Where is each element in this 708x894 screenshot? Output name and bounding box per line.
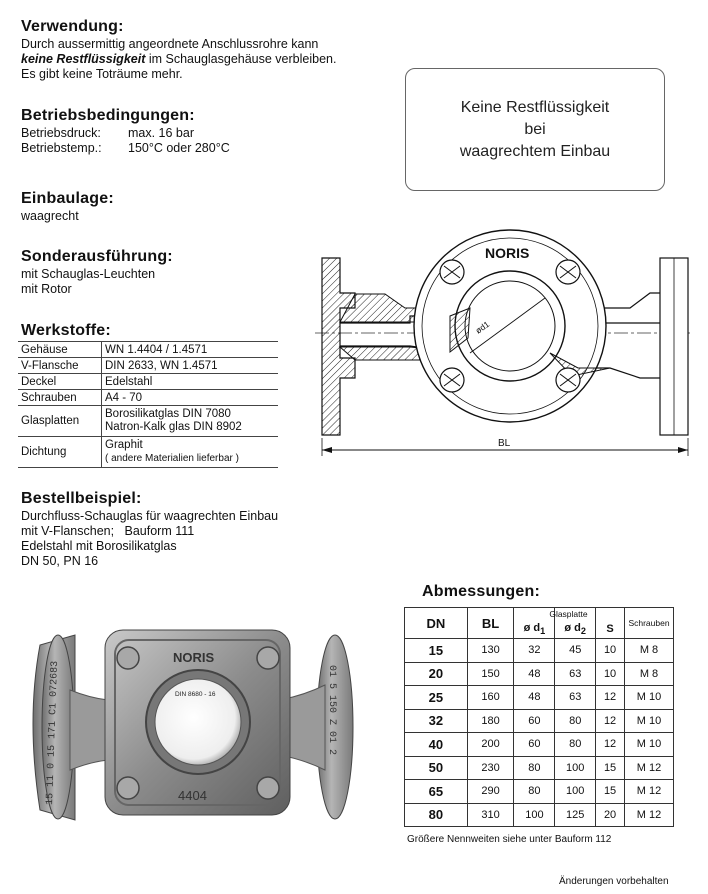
abmessungen-row (405, 780, 674, 804)
cell-d2: 63 (555, 662, 596, 686)
abmessungen-footnote: Größere Nennweiten siehe unter Bauform 112 (407, 834, 612, 845)
cell-d1: 100 (514, 803, 555, 827)
betrieb-key: Betriebsdruck: (21, 126, 101, 140)
cell-s: 12 (596, 686, 625, 710)
cell-schrauben: M 12 (625, 780, 674, 804)
cell-schrauben: M 8 (625, 662, 674, 686)
cell-bl: 180 (467, 709, 514, 733)
abmessungen-heading: Abmessungen: (422, 583, 540, 600)
cell-schrauben: M 10 (625, 686, 674, 710)
cell-d2: 80 (555, 709, 596, 733)
cell-dn: 80 (405, 803, 468, 827)
abmessungen-row (405, 803, 674, 827)
col-d2-label (564, 621, 586, 637)
cell-d2: 45 (555, 639, 596, 663)
cell-d1: 80 (514, 756, 555, 780)
werkstoffe-row (18, 437, 278, 468)
abmessungen-row (405, 639, 674, 663)
verwendung-emphasis: keine Restflüssigkeit (21, 52, 146, 66)
bestell-text (21, 509, 278, 569)
sonder-line-1: mit Schauglas-Leuchten (21, 267, 156, 281)
cell-d1: 80 (514, 780, 555, 804)
werkstoffe-key: Deckel (18, 374, 102, 390)
cell-bl: 310 (467, 803, 514, 827)
photo-number: 4404 (178, 788, 207, 803)
werkstoffe-key: Dichtung (18, 437, 102, 468)
werkstoffe-value (102, 437, 279, 468)
werkstoffe-row (18, 342, 278, 358)
verwendung-heading: Verwendung: (21, 18, 124, 35)
cell-dn: 15 (405, 639, 468, 663)
cell-d2: 63 (555, 686, 596, 710)
cell-dn: 40 (405, 733, 468, 757)
cell-s: 20 (596, 803, 625, 827)
col-d2-sub: 2 (580, 626, 586, 637)
drawing-bl-label: BL (498, 438, 511, 449)
cell-d1: 48 (514, 662, 555, 686)
cell-s: 12 (596, 733, 625, 757)
werkstoffe-value: WN 1.4404 / 1.4571 (102, 342, 279, 358)
betrieb-row (21, 126, 230, 141)
callout-line-1: Keine Restflüssigkeit (460, 98, 610, 116)
werkstoffe-table (18, 341, 278, 468)
betrieb-list (21, 126, 230, 156)
verwendung-line-2-rest: im Schauglasgehäuse verbleiben. (145, 52, 337, 66)
col-d1-sub: 1 (540, 626, 546, 637)
verwendung-text (21, 37, 336, 82)
verwendung-line-2 (21, 52, 336, 67)
photo-flange-right-marking: 01 5 150 Z 01 2 (326, 665, 337, 756)
abmessungen-row (405, 686, 674, 710)
werkstoffe-value (102, 406, 279, 437)
cell-s: 15 (596, 756, 625, 780)
technical-drawing (310, 228, 695, 460)
werkstoffe-value-line-2: ( andere Materialien lieferbar ) (105, 453, 239, 464)
cell-d1: 60 (514, 709, 555, 733)
einbaulage-text: waagrecht (21, 209, 79, 223)
cell-d1: 32 (514, 639, 555, 663)
cell-s: 10 (596, 639, 625, 663)
werkstoffe-key: Glasplatten (18, 406, 102, 437)
abmessungen-body (405, 639, 674, 827)
betrieb-row (21, 141, 230, 156)
abmessungen-row (405, 756, 674, 780)
cell-schrauben: M 12 (625, 756, 674, 780)
verwendung-line-1: Durch aussermittig angeordnete Anschlussrohre kann (21, 37, 319, 51)
werkstoffe-value-line-2: Natron-Kalk glas DIN 8902 (105, 421, 242, 433)
werkstoffe-row (18, 374, 278, 390)
werkstoffe-value: Edelstahl (102, 374, 279, 390)
col-bl-header: BL (467, 608, 514, 639)
werkstoffe-key: Schrauben (18, 390, 102, 406)
photo-din: DIN 8680 - 16 (175, 691, 216, 698)
werkstoffe-key: Gehäuse (18, 342, 102, 358)
photo-brand: NORIS (173, 650, 215, 665)
cell-schrauben: M 8 (625, 639, 674, 663)
abmessungen-row (405, 733, 674, 757)
cell-dn: 32 (405, 709, 468, 733)
werkstoffe-row (18, 390, 278, 406)
photo-flange-left-marking: 15 11 0 15 171 C1 072683 (45, 660, 62, 806)
bestell-line-3: Edelstahl mit Borosilikatglas (21, 539, 177, 553)
betrieb-value: 150°C oder 280°C (128, 141, 230, 155)
bestell-line-2: mit V-Flanschen; Bauform 111 (21, 524, 195, 538)
cell-dn: 50 (405, 756, 468, 780)
einbaulage-heading: Einbaulage: (21, 190, 114, 207)
cell-bl: 160 (467, 686, 514, 710)
bestell-heading: Bestellbeispiel: (21, 490, 142, 507)
cell-d2: 80 (555, 733, 596, 757)
footer-note: Änderungen vorbehalten (559, 876, 669, 887)
abmessungen-header-row (405, 608, 674, 639)
sonder-line-2: mit Rotor (21, 282, 72, 296)
glasplatte-label: Glasplatte (549, 609, 588, 619)
bestell-line-4: DN 50, PN 16 (21, 554, 99, 568)
col-schrauben-header: Schrauben (625, 608, 674, 639)
betrieb-key: Betriebstemp.: (21, 141, 102, 155)
werkstoffe-value: DIN 2633, WN 1.4571 (102, 358, 279, 374)
cell-s: 10 (596, 662, 625, 686)
betrieb-value: max. 16 bar (128, 126, 195, 140)
cell-schrauben: M 10 (625, 709, 674, 733)
werkstoffe-value: A4 - 70 (102, 390, 279, 406)
abmessungen-row (405, 662, 674, 686)
cell-dn: 20 (405, 662, 468, 686)
bestell-line-1: Durchfluss-Schauglas für waagrechten Einbau (21, 509, 279, 523)
callout-line-3: waagrechtem Einbau (459, 142, 611, 160)
cell-d2: 100 (555, 780, 596, 804)
cell-bl: 200 (467, 733, 514, 757)
cell-d1: 48 (514, 686, 555, 710)
werkstoffe-key: V-Flansche (18, 358, 102, 374)
werkstoffe-row (18, 358, 278, 374)
betrieb-heading: Betriebsbedingungen: (21, 107, 195, 124)
verwendung-line-3: Es gibt keine Toträume mehr. (21, 67, 183, 81)
werkstoffe-row (18, 406, 278, 437)
cell-s: 15 (596, 780, 625, 804)
cell-bl: 290 (467, 780, 514, 804)
cell-d2: 100 (555, 756, 596, 780)
werkstoffe-heading: Werkstoffe: (21, 322, 111, 339)
werkstoffe-value-line-1: Borosilikatglas DIN 7080 (105, 408, 231, 420)
cell-schrauben: M 12 (625, 803, 674, 827)
product-photo (30, 620, 365, 840)
cell-dn: 25 (405, 686, 468, 710)
cell-d1: 60 (514, 733, 555, 757)
cell-bl: 130 (467, 639, 514, 663)
cell-schrauben: M 10 (625, 733, 674, 757)
sonder-heading: Sonderausführung: (21, 248, 173, 265)
cell-bl: 150 (467, 662, 514, 686)
callout-box (405, 68, 665, 191)
cell-d2: 125 (555, 803, 596, 827)
callout-line-2: bei (524, 120, 546, 138)
abmessungen-row (405, 709, 674, 733)
drawing-d1-label: ød1 (473, 319, 492, 336)
col-d1-label (523, 621, 546, 637)
col-dn-header: DN (405, 608, 468, 639)
cell-s: 12 (596, 709, 625, 733)
cell-dn: 65 (405, 780, 468, 804)
drawing-brand: NORIS (485, 245, 530, 261)
col-s-label: S (606, 623, 614, 635)
col-d1-text: ø d (523, 621, 541, 634)
col-d2-text: ø d (564, 621, 581, 634)
col-d1-header (514, 608, 588, 639)
abmessungen-table (404, 607, 674, 827)
werkstoffe-value-line-1: Graphit (105, 439, 143, 451)
sonder-text (21, 267, 155, 297)
cell-bl: 230 (467, 756, 514, 780)
